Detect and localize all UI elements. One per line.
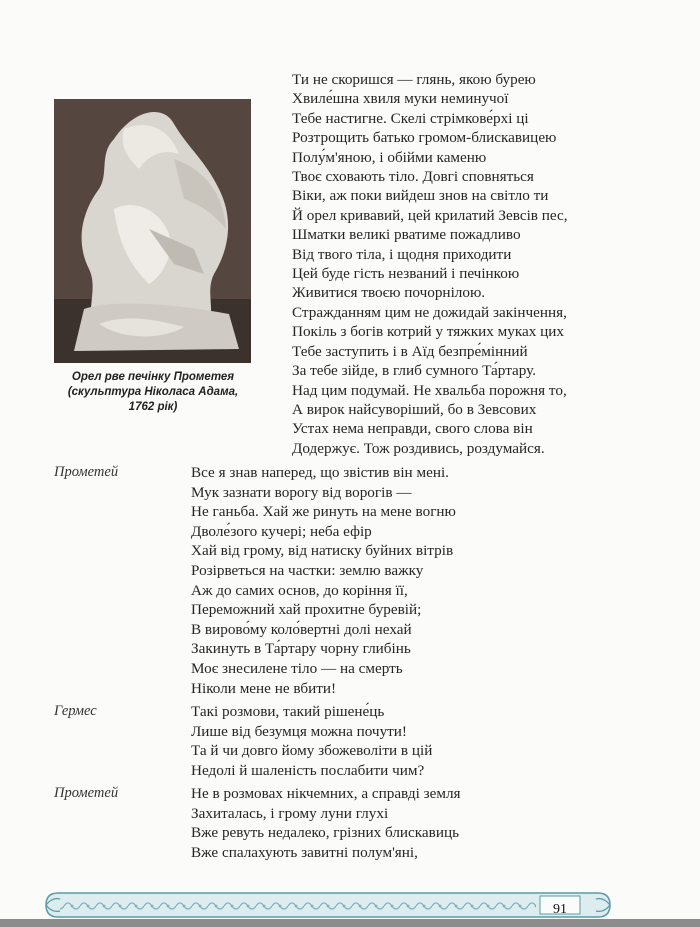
speech: [191, 784, 461, 862]
verse-line: Віки, аж поки вийдеш знов на світло ти: [292, 187, 549, 205]
figure-caption: [52, 370, 254, 415]
verse-line: Цей буде гість незваний і печінкою: [292, 265, 520, 283]
speech-line: Та й чи довго йому збожеволіти в цій: [191, 742, 433, 760]
speech-line: Вже спалахують завитні полум'яні,: [191, 843, 418, 861]
speech: [191, 463, 456, 698]
speech-line: Моє знесилене тіло — на смерть: [191, 659, 403, 677]
page-number: 91: [553, 902, 567, 917]
speech-line: Захиталась, і грому луни глухі: [191, 804, 389, 822]
verse-line: Ти не скоришся — глянь, якою бурею: [292, 71, 536, 88]
caption-line: Орел рве печінку Прометея: [71, 371, 235, 383]
page-footer: [0, 885, 700, 927]
verse-line: Додержує. Тож роздивись, роздумайся.: [292, 439, 545, 457]
verse-line: Покіль з богів котрий у тяжких муках цих: [292, 323, 565, 341]
speech-line: Хай від грому, від натиску буйних вітрів: [191, 542, 454, 560]
speaker-name: Прометей: [54, 785, 119, 801]
caption-line: 1762 рік): [128, 401, 178, 413]
verse-line: Над цим подумай. Не хвальба порожня то,: [292, 381, 567, 399]
verse-line: Хвиле́шна хвиля муки неминучої: [292, 90, 509, 108]
speech-line: Аж до самих основ, до коріння її,: [191, 581, 408, 599]
verse-line: Твоє сховають тіло. Довгі сповняться: [292, 168, 534, 186]
verse-line: За тебе зійде, в глиб сумного Та́ртару.: [292, 362, 537, 380]
speech-line: Розірветься на частки: землю важку: [191, 561, 424, 579]
speech-line: Такі розмови, такий рішене́ць: [191, 703, 385, 720]
speech: [191, 702, 432, 780]
verse-line: Устах нема неправди, свого слова він: [292, 420, 533, 438]
verse-line: Полу́м'яною, і обійми каменю: [292, 148, 487, 166]
verse-line: Тебе настигне. Скелі стрімкове́рхі ці: [292, 109, 529, 127]
verse-line: Й орел кривавий, цей крилатий Зевсів пес,: [292, 206, 568, 224]
verse-line: Розтрощить батько громом-блискавицею: [292, 129, 557, 147]
speech-line: В вирово́му коло́вертні долі нехай: [191, 620, 412, 638]
ornament-border-icon: [0, 885, 700, 927]
verse-line: Шматки великі рватиме пожадливо: [292, 226, 521, 244]
verse-line: А вирок найсуворіший, бо в Зевсових: [292, 400, 537, 418]
speech-line: Закинуть в Та́ртару чорну глибінь: [191, 640, 411, 658]
speech-line: Мук зазнати ворогу від ворогів —: [191, 483, 412, 501]
speech-line: Ніколи мене не вбити!: [191, 679, 337, 697]
sculpture-photo: [54, 99, 251, 363]
speaker-name: Прометей: [54, 464, 119, 480]
speech-line: Лише від безумця можна почути!: [191, 722, 407, 740]
verse-line: Живитися твоєю почорнілою.: [292, 284, 486, 302]
caption-line: (скульптура Ніколаса Адама,: [67, 386, 239, 398]
verse-line: Від твого тіла, і щодня приходити: [292, 245, 512, 263]
prometheus-sculpture-image: [54, 99, 251, 363]
speaker-name: Гермес: [54, 703, 97, 719]
speech-line: Все я знав наперед, що звістив він мені.: [191, 464, 449, 481]
speech-line: Дволе́зого кучері; неба ефір: [191, 522, 372, 540]
verse-line: Стражданням цим не дожидай закінчення,: [292, 303, 567, 321]
speech-line: Не ганьба. Хай же ринуть на мене вогню: [191, 503, 456, 521]
speech-line: Вже ревуть недалеко, грізних блискавиць: [191, 824, 460, 842]
speech-line: Не в розмовах нікчемних, а справді земля: [191, 785, 461, 802]
verse-top: [292, 70, 568, 458]
speech-line: Недолі й шаленість послабити чим?: [191, 761, 425, 779]
speech-line: Переможний хай прохитне буревій;: [191, 601, 422, 619]
verse-line: Тебе заступить і в Аїд безпре́мінний: [292, 342, 528, 360]
